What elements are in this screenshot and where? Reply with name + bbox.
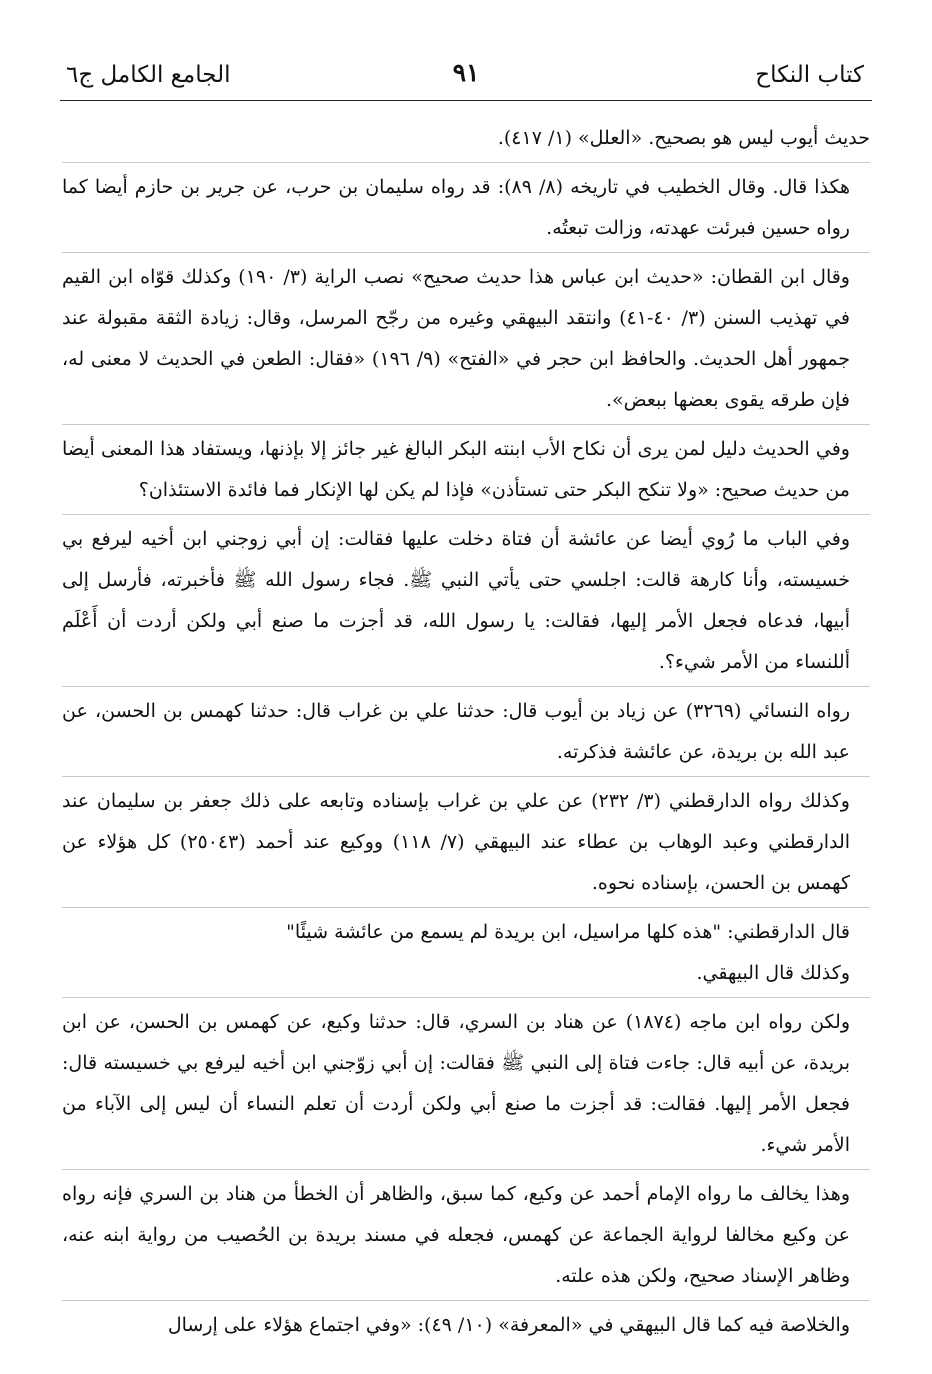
paragraph-separator [62, 997, 870, 998]
paragraph-hadith-evidence: وفي الحديث دليل لمن يرى أن نكاح الأب ابنته البكر البالغ غير جائز إلا بإذنها، ويستفاد هذا المعنى أيضا من حديث صحيح: «ولا تنكح البكر حتى تستأذن» فإذا لم يكن لها الإنكار فما فائدة الاستئذان؟ [62, 438, 850, 501]
paragraph-khatib: هكذا قال. وقال الخطيب في تاريخه (٨/ ٨٩): قد رواه سليمان بن حرب، عن جرير بن حازم أيضا كما رواه حسين فبرئت عهدته، وزالت تبعتُه. [62, 176, 850, 239]
paragraph-summary: والخلاصة فيه كما قال البيهقي في «المعرفة» (١٠/ ٤٩): «وفي اجتماع هؤلاء على إرسال [167, 1314, 850, 1336]
running-header [60, 56, 872, 96]
page-number: ٩١ [452, 58, 480, 87]
paragraph-separator [62, 1169, 870, 1170]
paragraph-bayhaqi-agrees: وكذلك قال البيهقي. [696, 962, 850, 984]
paragraph-continuation: حديث أيوب ليس هو بصحيح. «العلل» (١/ ٤١٧). [497, 127, 870, 149]
paragraph-ibn-qattan: وقال ابن القطان: «حديث ابن عباس هذا حديث صحيح» نصب الراية (٣/ ١٩٠) وكذلك قوّاه ابن القيم في تهذيب السنن (٣/ ٤٠-٤١) وانتقد البيهقي وغيره من رجّح المرسل، وقال: زيادة الثقة مقبولة عند جمهور أهل الحديث. والحافظ ابن حجر في «الفتح» (٩/ ١٩٦) «فقال: الطعن في الحديث لا معنى له، فإن طرقه يقوى بعضها ببعض». [62, 266, 850, 411]
paragraph-separator [62, 686, 870, 687]
header-rule [60, 100, 872, 101]
paragraph-daraqutni-quote: قال الدارقطني: "هذه كلها مراسيل، ابن بريدة لم يسمع من عائشة شيئًا" [286, 921, 850, 943]
book-section-title: كتاب النكاح [755, 62, 864, 88]
volume-title: الجامع الكامل ج٦ [66, 62, 231, 88]
paragraph-separator [62, 162, 870, 163]
paragraph-ibn-majah: ولكن رواه ابن ماجه (١٨٧٤) عن هناد بن السري، قال: حدثنا وكيع، عن كهمس بن الحسن، عن ابن بريدة، عن أبيه قال: جاءت فتاة إلى النبي ﷺ فقالت: إن أبي زوّجني ابن أخيه ليرفع بي خسيسته قال: فجعل الأمر إليها. فقالت: قد أجزت ما صنع أبي ولكن أردت أن تعلم النساء أن ليس إلى الآباء من الأمر شيء. [62, 1011, 850, 1156]
paragraph-separator [62, 424, 870, 425]
main-text [62, 118, 870, 1346]
paragraph-separator [62, 1300, 870, 1301]
paragraph-separator [62, 252, 870, 253]
paragraph-separator [62, 907, 870, 908]
paragraph-hannad-error: وهذا يخالف ما رواه الإمام أحمد عن وكيع، كما سبق، والظاهر أن الخطأ من هناد بن السري فإنه رواه عن وكيع مخالفا لرواية الجماعة عن كهمس، فجعله في مسند بريدة بن الحُصيب من رواية ابنه عنه، وظاهر الإسناد صحيح، ولكن هذه علته. [62, 1183, 850, 1287]
paragraph-aisha-narration: وفي الباب ما رُوي أيضا عن عائشة أن فتاة دخلت عليها فقالت: إن أبي زوجني ابن أخيه ليرفع بي خسيسته، وأنا كارهة قالت: اجلسي حتى يأتي النبي ﷺ. فجاء رسول الله ﷺ فأخبرته، فأرسل إلى أبيها، فدعاه فجعل الأمر إليها، فقالت: يا رسول الله، قد أجزت ما صنع أبي ولكن أردت أن أَعْلَم أللنساء من الأمر شيء؟. [62, 528, 850, 673]
paragraph-nasai: رواه النسائي (٣٢٦٩) عن زياد بن أيوب قال: حدثنا علي بن غراب قال: حدثنا كهمس بن الحسن، عن عبد الله بن بريدة، عن عائشة فذكرته. [62, 700, 850, 763]
paragraph-separator [62, 776, 870, 777]
paragraph-daraqutni: وكذلك رواه الدارقطني (٣/ ٢٣٢) عن علي بن غراب بإسناده وتابعه على ذلك جعفر بن سليمان عند الدارقطني وعبد الوهاب بن عطاء عند البيهقي (٧/ ١١٨) ووكيع عند أحمد (٢٥٠٤٣) كل هؤلاء عن كهمس بن الحسن، بإسناده نحوه. [62, 790, 851, 894]
paragraph-separator [62, 514, 870, 515]
